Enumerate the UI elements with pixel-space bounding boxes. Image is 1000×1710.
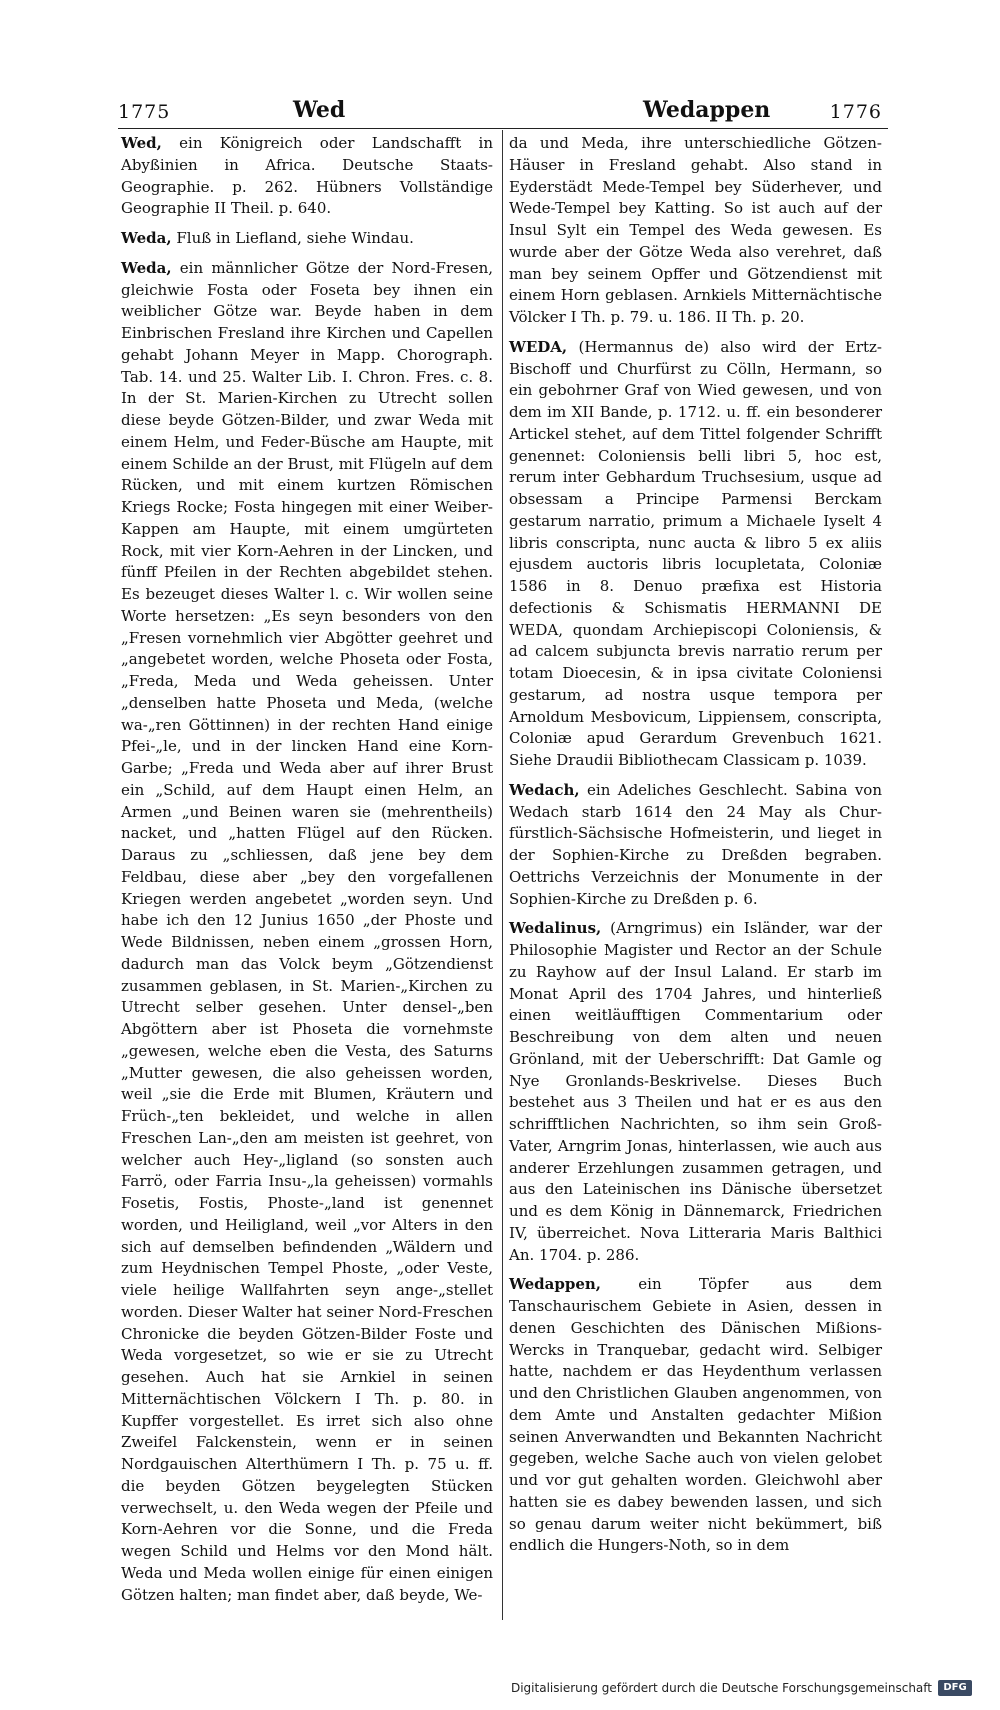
running-keyword-left: Wed <box>293 97 346 123</box>
right-column <box>509 133 882 1565</box>
page-number-left: 1775 <box>118 101 171 123</box>
dfg-logo-icon: DFG <box>938 1680 972 1696</box>
entry-text: (Arngrimus) ein Isländer, war der Philosophie Magister und Rector an der Schule zu Rayhow auf der Insul Laland. Er starb im Monat April des 1704 Jahres, und hinterließ einen weitläufftigen Commentarium oder Beschreibung von dem alten und neuen Grönland, mit der Ueberschrifft: Dat Gamle og Nye Gronlands-Beskrivelse. Dieses Buch bestehet aus 3 Theilen und hat er es aus den schrifftlichen Nachrichten, so ihm sein Groß-Vater, Arngrim Jonas, hinterlassen, wie auch aus anderer Erzehlungen zusammen getragen, und aus den Lateinischen ins Dänische übersetzet und es dem König in Dännemarck, Friedrichen IV, überreichet. Nova Litteraria Maris Balthici An. 1704. p. 286. <box>509 919 882 1264</box>
entry-text: Fluß in Liefland, siehe Windau. <box>171 229 414 247</box>
digitization-footer <box>511 1678 972 1698</box>
header-rule <box>118 128 888 129</box>
running-header <box>118 95 882 129</box>
entry-text: ein Töpfer aus dem Tanschaurischem Gebiete in Asien, dessen in denen Geschichten des Dänischen Mißions-Wercks in Tranquebar, gedacht wird. Selbiger hatte, nachdem er das Heydenthum verlassen und den Christlichen Glauben angenommen, von dem Amte und Anstalten gedachter Mißion seinen Anverwandten und Bekannten Nachricht gegeben, welche Sache auch von vielen gelobet und vor gut gehalten worden. Gleichwohl aber hatten sie es dabey bewenden lassen, und sich so genau darum weiter nicht bekümmert, biß endlich die Hungers-Noth, so in dem <box>509 1275 882 1555</box>
entry-headword: WEDA, <box>509 337 568 356</box>
running-keyword-right: Wedappen <box>643 97 771 123</box>
page-number-right: 1776 <box>829 101 882 123</box>
entry-weda-hermannus <box>509 337 882 772</box>
entry-weda-goetze <box>121 258 493 1607</box>
entry-wedalinus <box>509 918 882 1266</box>
entry-text: ein männlicher Götze der Nord-Fresen, gleichwie Fosta oder Foseta bey ihnen ein weiblicher Götze war. Beyde haben in dem Einbrischen Fresland ihre Kirchen und Capellen gehabt Johann Meyer in Mapp. Chorograph. Tab. 14. und 25. Walter Lib. I. Chron. Fres. c. 8. In der St. Marien-Kirchen zu Utrecht sollen diese beyde Götzen-Bilder, und zwar Weda mit einem Helm, und Feder-Büsche am Haupte, mit einem Schilde an der Brust, mit Flügeln auf dem Rücken, und mit einem kurtzen Römischen Kriegs Rocke; Fosta hingegen mit einer Weiber-Kappen am Haupte, mit einem umgürteten Rock, mit vier Korn-Aehren in der Lincken, und fünff Pfeilen in der Rechten abgebildet stehen. Es bezeuget dieses Walter l. c. Wir wollen seine Worte hersetzen: „Es seyn besonders von den „Fresen vornehmlich vier Abgötter geehret und „angebetet worden, welche Phoseta oder Fosta, „Freda, Meda und Weda geheissen. Unter „denselben hatte Phoseta und Meda, (welche wa-„ren Göttinnen) in der rechten Hand einige Pfei-„le, und in der lincken Hand eine Korn-Garbe; „Freda und Weda aber auf ihrer Brust ein „Schild, auf dem Haupt einen Helm, an Armen „und Beinen waren sie (mehrentheils) nacket, und „hatten Flügel auf den Rücken. Daraus zu „schliessen, daß jene bey dem Feldbau, diese aber „bey den vorgefallenen Kriegen werden angebetet „worden seyn. Und habe ich den 12 Junius 1650 „der Phoste und Wede Bildnissen, neben einem „grossen Horn, dadurch man das Volck beym „Götzendienst zusammen geblasen, in St. Marien-„Kirchen zu Utrecht selber gesehen. Unter densel-„ben Abgöttern aber ist Phoseta die vornehmste „gewesen, welche eben die Vesta, des Saturns „Mutter gewesen, die also geheissen worden, weil „sie die Erde mit Blumen, Kräutern und Früch-„ten bekleidet, und welche in allen Freschen Lan-„den am meisten ist geehret, von welcher auch Hey-„ligland (so sonsten auch Farrö, oder Farria Insu-„la geheissen) vormahls Fosetis, Fostis, Phoste-„land ist genennet worden, und Heiligland, weil „vor Alters in den sich auf demselben befindenden „Wäldern und zum Heydnischen Tempel Phoste, „oder Veste, viele heilige Wallfahrten seyn ange-„stellet worden. Dieser Walter hat seiner Nord-Freschen Chronicke die beyden Götzen-Bilder Foste und Weda vorgesetzet, so wie er sie zu Utrecht gesehen. Auch hat sie Arnkiel in seinen Mitternächtischen Völckern I Th. p. 80. in Kupffer vorgestellet. Es irret sich also ohne Zweifel Falckenstein, wenn er in seinen Nordgauischen Alterthümern I Th. p. 75 u. ff. die beyden Götzen beygelegten Stücken verwechselt, u. den Weda wegen der Pfeile und Korn-Aehren vor die Sonne, und die Freda wegen Schild und Helms vor den Mond hält. Weda und Meda wollen einige für einen einigen Götzen halten; man findet aber, daß beyde, We- <box>121 258 493 1604</box>
entry-headword: Weda, <box>121 258 172 277</box>
entry-wedach <box>509 780 882 911</box>
entry-text: ein Adeliches Geschlecht. Sabina von Wedach starb 1614 den 24 May als Chur-fürstlich-Sächsische Hofmeisterin, und lieget in der Sophien-Kirche zu Dreßden begraben. Oettrichs Verzeichnis der Monumente in der Sophien-Kirche zu Dreßden p. 6. <box>509 780 882 908</box>
column-divider <box>502 130 503 1620</box>
entry-text: (Hermannus de) also wird der Ertz-Bischoff und Churfürst zu Cölln, Hermann, so ein gebohrner Graf von Wied gewesen, und von dem im XII Bande, p. 1712. u. ff. ein besonderer Artickel stehet, auf dem Tittel folgender Schrifft genennet: Coloniensis belli libri 5, hoc est, rerum inter Gebhardum Truchsesium, usque ad obsessam a Principe Parmensi Berckam gestarum narratio, primum a Michaele Iyselt 4 libris conscripta, nunc aucta & libro 5 ex aliis ejusdem auctoris libris locupletata, Coloniæ 1586 in 8. Denuo præfixa est Historia defectionis & Schismatis HERMANNI DE WEDA, quondam Archiepiscopi Coloniensis, & ad calcem subjuncta brevis narratio rerum per totam Dioecesin, & in ipsa civitate Coloniensi gestarum, ad nostra usque tempora per Arnoldum Mesbovicum, Lippiensem, conscripta, Coloniæ apud Gerardum Grevenbuch 1621. Siehe Draudii Bibliothecam Classicam p. 1039. <box>509 337 882 769</box>
entry-text: da und Meda, ihre unterschiedliche Götzen-Häuser in Fresland gehabt. Also stand in Eyderstädt Mede-Tempel bey Süderhever, und Wede-Tempel bey Katting. So ist auch auf der Insul Sylt ein Tempel des Weda gewesen. Es wurde aber der Götze Weda also verehret, daß man bey seinem Opffer und Götzendienst mit einem Horn geblasen. Arnkiels Mitternächtische Völcker I Th. p. 79. u. 186. II Th. p. 20. <box>509 134 882 326</box>
entry-weda-continued <box>509 133 882 329</box>
entry-headword: Wedappen, <box>509 1275 602 1294</box>
entry-headword: Weda, <box>121 229 172 247</box>
entry-headword: Wedach, <box>509 780 580 799</box>
entry-wedappen <box>509 1274 882 1557</box>
funding-credit: Digitalisierung gefördert durch die Deutsche Forschungsgemeinschaft <box>510 1681 932 1695</box>
entry-headword: Wedalinus, <box>509 919 602 938</box>
entry-text: ein Königreich oder Landschafft in Abyßinien in Africa. Deutsche Staats-Geographie. p. 262. Hübners Vollständige Geographie II Theil. p. 640. <box>121 134 493 218</box>
entry-wed <box>121 133 493 220</box>
entry-headword: Wed, <box>121 134 162 152</box>
left-column <box>121 133 493 1614</box>
entry-weda-fluss <box>121 228 493 250</box>
